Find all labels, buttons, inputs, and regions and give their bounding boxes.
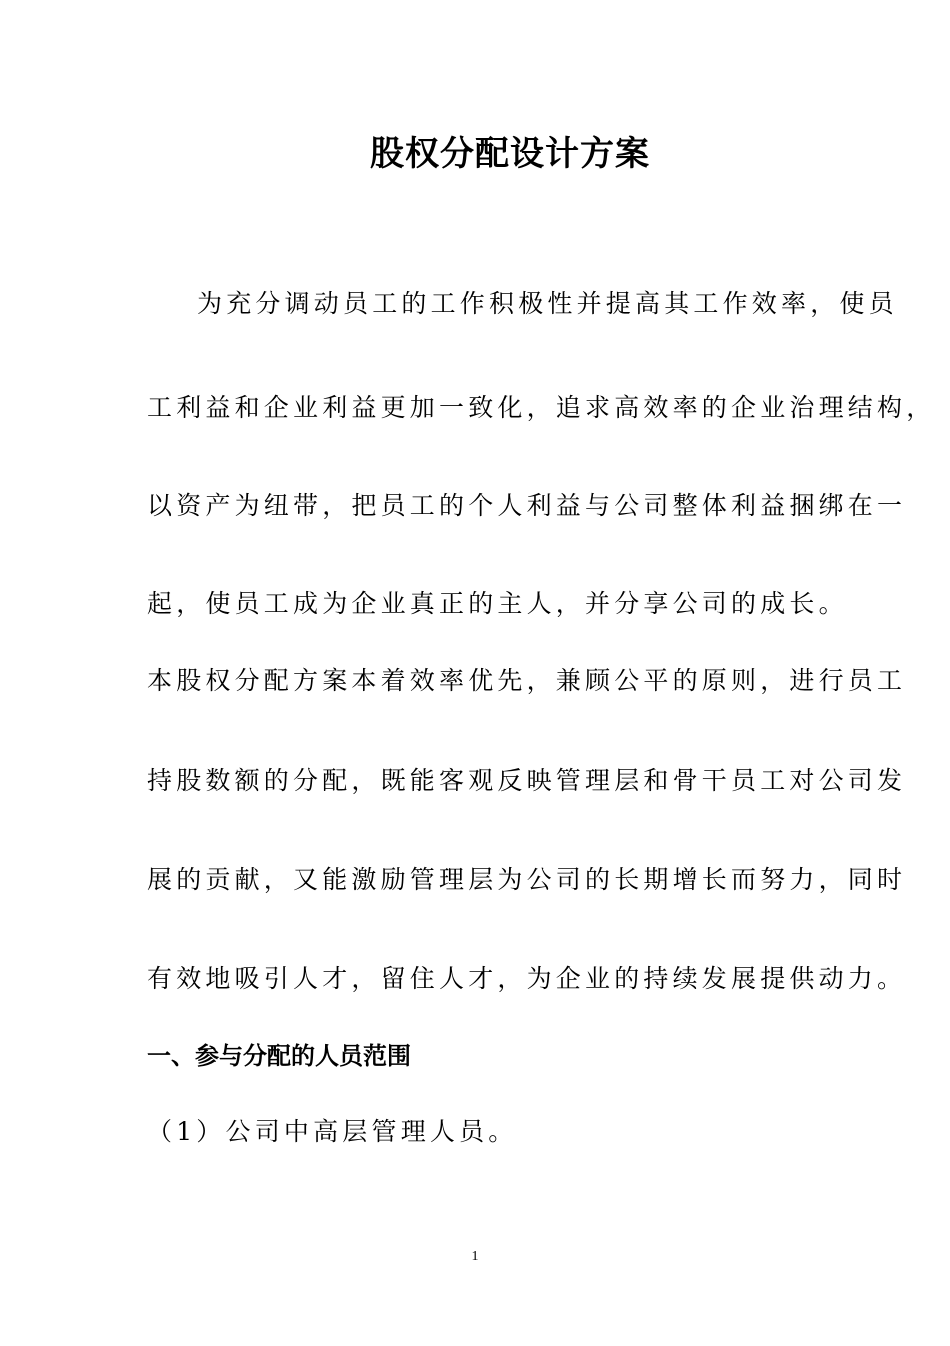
paragraph-2-line-4: 有效地吸引人才，留住人才，为企业的持续发展提供动力。	[147, 964, 907, 993]
paragraph-1-line-2: 工利益和企业利益更加一致化，追求高效率的企业治理结构，	[147, 393, 936, 422]
document-title: 股权分配设计方案	[370, 134, 650, 174]
paragraph-1-line-4: 起，使员工成为企业真正的主人，并分享公司的成长。	[147, 589, 848, 618]
paragraph-2-line-1: 本股权分配方案本着效率优先，兼顾公平的原则，进行员工	[147, 666, 907, 695]
paragraph-2-line-2: 持股数额的分配，既能客观反映管理层和骨干员工对公司发	[147, 766, 907, 795]
paragraph-1-line-3: 以资产为纽带，把员工的个人利益与公司整体利益捆绑在一	[147, 491, 907, 520]
section-heading: 一、参与分配的人员范围	[147, 1042, 411, 1070]
page-number: 1	[471, 1249, 479, 1264]
list-item: （1）公司中高层管理人员。	[147, 1117, 518, 1146]
paragraph-1-line-1: 为充分调动员工的工作积极性并提高其工作效率，使员	[197, 289, 898, 318]
paragraph-2-line-3: 展的贡献，又能激励管理层为公司的长期增长而努力，同时	[147, 865, 907, 894]
